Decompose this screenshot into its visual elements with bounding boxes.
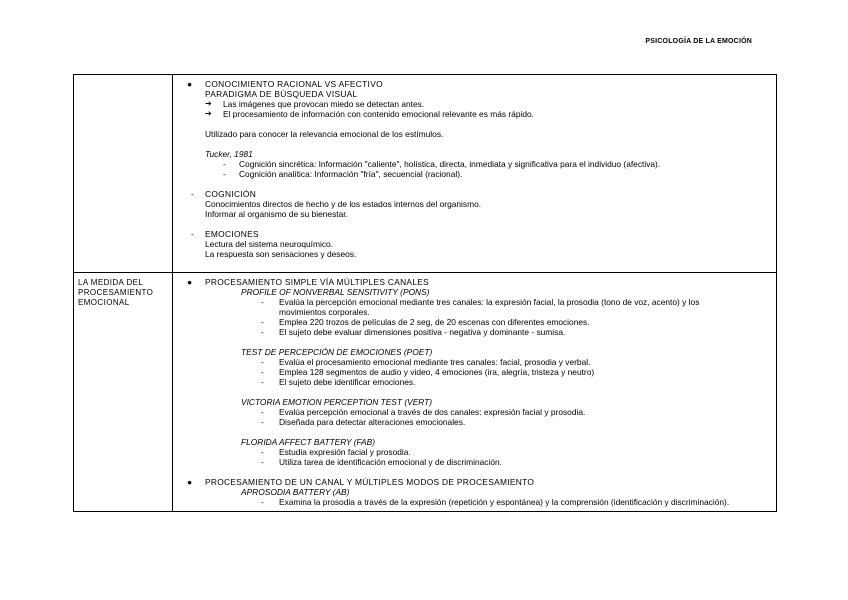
bullet-icon: ● <box>187 477 193 487</box>
test-title: TEST DE PERCEPCIÓN DE EMOCIONES (POET) <box>241 347 433 357</box>
dash-icon: - <box>261 447 264 457</box>
test-title: PROFILE OF NONVERBAL SENSITIVITY (PONS) <box>241 287 430 297</box>
list-item: - Cognición sincrética: Información "caliente", holística, directa, inmediata y significativa para el individuo (afectiva). <box>223 159 661 169</box>
dash-icon: - <box>261 317 264 327</box>
dash-icon: - <box>191 229 194 239</box>
page-header: PSICOLOGÍA DE LA EMOCIÓN <box>645 38 752 45</box>
row2-left-cell <box>74 273 173 512</box>
paragraph: Conocimientos directos de hecho y de los estados internos del organismo. <box>205 199 482 209</box>
list-item: - Emplea 128 segmentos de audio y video, 4 emociones (ira, alegría, tristeza y neutro) <box>261 367 595 377</box>
list-item: - Diseñada para detectar alteraciones emocionales. <box>261 417 466 427</box>
list-item: - El sujeto debe identificar emociones. <box>261 377 416 387</box>
row1-left-cell <box>74 75 173 273</box>
test-title: VICTORIA EMOTION PERCEPTION TEST (VERT) <box>241 397 433 407</box>
dash-icon: - <box>223 159 226 169</box>
list-item: ➔ Las imágenes que provocan miedo se detectan antes. <box>205 99 425 109</box>
list-item: - Evalúa la percepción emocional mediante tres canales: la expresión facial, la prosodia (tono de voz, acento) y los <box>261 297 700 307</box>
bullet-item: ● PROCESAMIENTO SIMPLE VÍA MÚLTIPLES CANALES <box>187 277 430 287</box>
list-item: - Examina la prosodia a través de la expresión (repetición y espontánea) y la comprensión (identificación y discriminación). <box>261 497 730 507</box>
arrow-right-icon: ➔ <box>205 109 212 118</box>
table-row <box>74 273 777 512</box>
arrow-right-icon: ➔ <box>205 99 212 108</box>
row-label: LA MEDIDA DEL <box>78 278 144 287</box>
content-table <box>73 74 777 512</box>
list-item: ➔ El procesamiento de información con contenido emocional relevante es más rápido. <box>205 109 534 119</box>
bullet-icon: ● <box>187 79 193 89</box>
list-item: - Evalúa el procesamiento emocional mediante tres canales: facial, prosodia y verbal. <box>261 357 591 367</box>
row1-right-cell <box>173 75 777 273</box>
row-label: PROCESAMIENTO <box>78 288 154 297</box>
test-title: FLORIDA AFFECT BATTERY (FAB) <box>241 437 376 447</box>
dash-icon: - <box>261 357 264 367</box>
dash-icon: - <box>261 297 264 307</box>
dash-icon: - <box>223 169 226 179</box>
list-item: - Utiliza tarea de identificación emocional y de discriminación. <box>261 457 502 467</box>
dash-icon: - <box>261 377 264 387</box>
list-item: movimientos corporales. <box>279 307 370 317</box>
bullet-item: ● CONOCIMIENTO RACIONAL VS AFECTIVO <box>187 79 383 89</box>
paradigm-title: PARADIGMA DE BÚSQUEDA VISUAL <box>205 89 358 99</box>
section-heading: - COGNICIÓN <box>191 189 257 199</box>
dash-icon: - <box>261 367 264 377</box>
paragraph: Lectura del sistema neuroquímico. <box>205 239 334 249</box>
dash-icon: - <box>261 417 264 427</box>
paragraph: La respuesta son sensaciones y deseos. <box>205 249 357 259</box>
dash-icon: - <box>261 327 264 337</box>
list-item: - Evalúa percepción emocional a través de dos canales: expresión facial y prosodia. <box>261 407 586 417</box>
row2-right-cell <box>173 273 777 512</box>
paragraph: Informar al organismo de su bienestar. <box>205 209 348 219</box>
list-item: - Cognición analítica: Información "fría", secuencial (racional). <box>223 169 463 179</box>
list-item: - Emplea 220 trozos de películas de 2 seg, de 20 escenas con diferentes emociones. <box>261 317 590 327</box>
dash-icon: - <box>261 497 264 507</box>
dash-icon: - <box>261 457 264 467</box>
bullet-item: ● PROCESAMIENTO DE UN CANAL Y MÚLTIPLES MODOS DE PROCESAMIENTO <box>187 477 535 487</box>
paragraph: Utilizado para conocer la relevancia emocional de los estímulos. <box>205 129 444 139</box>
row-label: EMOCIONAL <box>78 298 130 307</box>
table-row <box>74 75 777 273</box>
list-item: - Estudia expresión facial y prosodia. <box>261 447 411 457</box>
dash-icon: - <box>261 407 264 417</box>
list-item: - El sujeto debe evaluar dimensiones positiva - negativa y dominante - sumisa. <box>261 327 566 337</box>
dash-icon: - <box>191 189 194 199</box>
bullet-icon: ● <box>187 277 193 287</box>
test-title: APROSODIA BATTERY (AB) <box>241 487 350 497</box>
citation: Tucker, 1981 <box>205 149 253 159</box>
section-heading: - EMOCIONES <box>191 229 259 239</box>
